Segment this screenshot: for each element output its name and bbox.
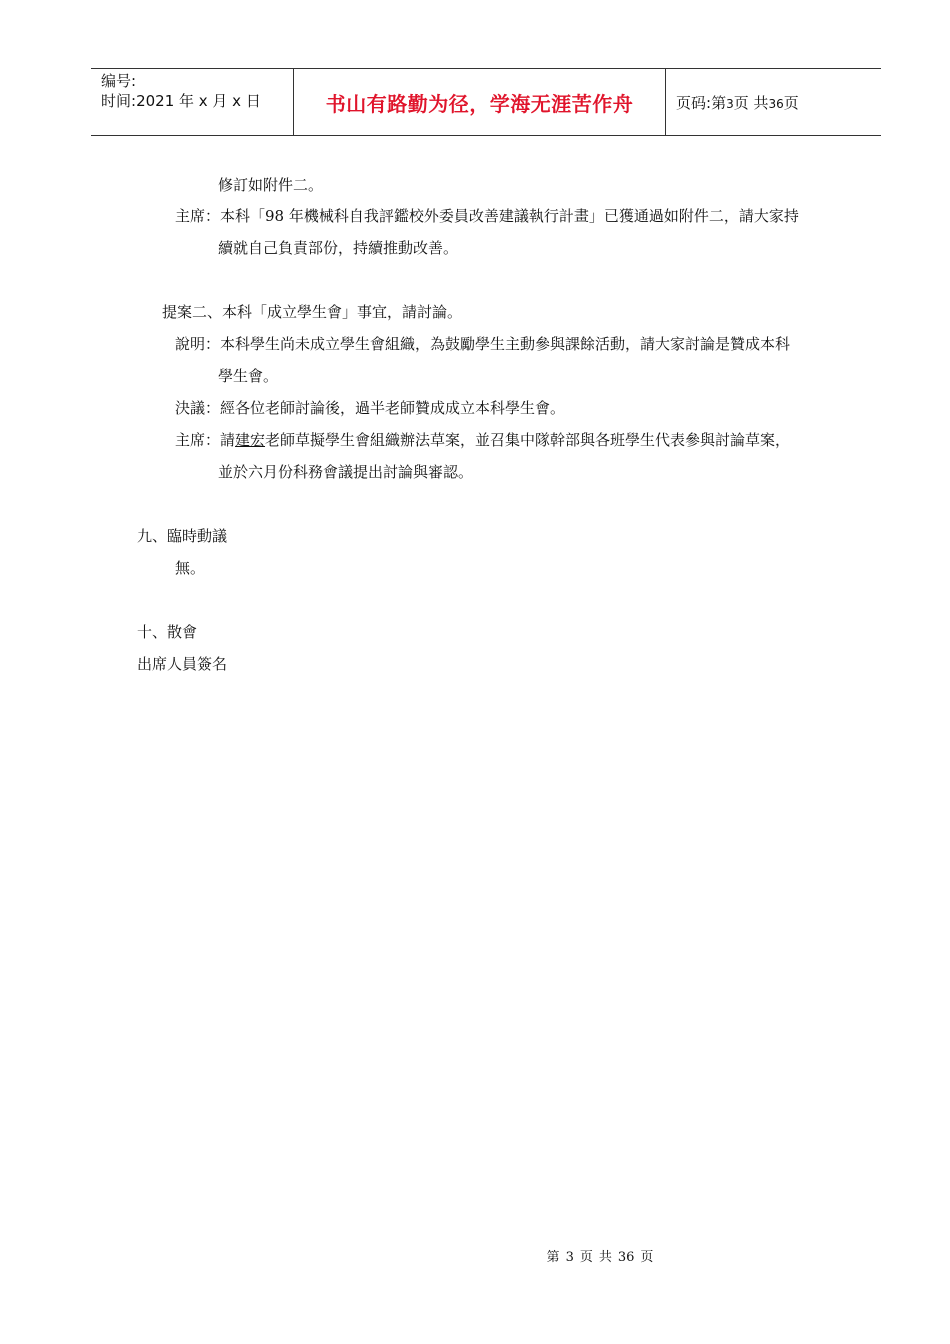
body-line: 決議：經各位老師討論後，過半老師贊成成立本科學生會。: [175, 399, 566, 417]
page-footer: [0, 1246, 950, 1265]
page-indicator: [676, 92, 799, 113]
footer-prefix: 第: [546, 1250, 560, 1265]
section-heading: 九、臨時動議: [137, 527, 228, 545]
time-label: 时间:: [101, 92, 137, 110]
footer-suffix: 页: [640, 1250, 654, 1265]
footer-mid: 页: [579, 1250, 593, 1265]
body-line: 學生會。: [218, 367, 279, 385]
body-line: 修訂如附件二。: [218, 176, 324, 194]
chair-prefix: 主席：請: [175, 431, 236, 449]
footer-total: 36: [617, 1250, 635, 1265]
body-line: 無。: [175, 559, 206, 577]
motto-text: 书山有路勤为径，学海无涯苦作舟: [325, 91, 634, 116]
footer-current: 3: [565, 1250, 574, 1265]
body-line: 並於六月份科務會議提出討論與審認。: [218, 463, 474, 481]
page-header: [91, 68, 881, 136]
body-line: [175, 430, 790, 450]
document-time: [101, 91, 261, 111]
page-mid: 页 共: [733, 93, 769, 112]
section-heading: 十、散會: [137, 623, 198, 641]
page-current: 3: [726, 96, 734, 111]
signature-heading: 出席人員簽名: [137, 655, 228, 673]
header-page-cell: [666, 69, 881, 135]
footer-word-total: 共: [598, 1250, 612, 1265]
body-line: 主席：本科「98 年機械科自我評鑑校外委員改善建議執行計畫」已獲通過如附件二，請大家持: [175, 207, 799, 225]
body-line: 續就自己負責部份，持續推動改善。: [218, 239, 459, 257]
page-suffix: 页: [783, 93, 799, 112]
time-value: 2021 年 x 月 x 日: [136, 92, 261, 110]
page-prefix: 第: [711, 93, 727, 112]
header-meta-cell: [91, 69, 293, 135]
page-label: 页码:: [676, 93, 712, 112]
header-motto-cell: [293, 69, 666, 135]
underlined-name: 建宏: [235, 431, 266, 449]
body-line: 說明：本科學生尚未成立學生會組織，為鼓勵學生主動參與課餘活動，請大家討論是贊成本科: [175, 335, 791, 353]
page-total: 36: [768, 96, 784, 111]
proposal-heading: 提案二、本科「成立學生會」事宜，請討論。: [162, 303, 463, 321]
chair-rest: 老師草擬學生會組織辦法草案，並召集中隊幹部與各班學生代表參與討論草案，: [265, 431, 791, 449]
document-number-label: 编号:: [101, 72, 137, 90]
